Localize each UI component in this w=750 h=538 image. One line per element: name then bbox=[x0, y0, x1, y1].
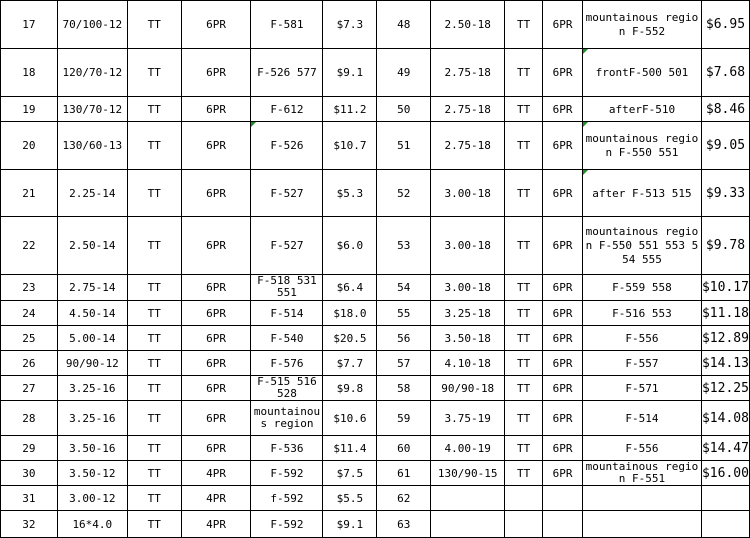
ply-rating: 6PR bbox=[543, 351, 583, 376]
ply-rating: 6PR bbox=[181, 436, 251, 461]
pattern-model: F-514 bbox=[583, 401, 702, 436]
pattern-model: F-557 bbox=[583, 351, 702, 376]
table-row bbox=[1, 351, 750, 376]
pattern-model: F-518 531 551 bbox=[251, 275, 323, 301]
row-number: 29 bbox=[1, 436, 58, 461]
unit-price: $11.4 bbox=[323, 436, 377, 461]
tube-type: TT bbox=[505, 326, 543, 351]
row-number: 51 bbox=[377, 122, 431, 170]
row-number: 18 bbox=[1, 49, 58, 97]
ply-rating: 6PR bbox=[181, 275, 251, 301]
tube-type: TT bbox=[127, 486, 181, 511]
tire-size: 130/70-12 bbox=[57, 97, 127, 122]
unit-price: $9.1 bbox=[323, 49, 377, 97]
tire-size: 130/60-13 bbox=[57, 122, 127, 170]
unit-price bbox=[701, 511, 749, 538]
table-row bbox=[1, 97, 750, 122]
row-number: 54 bbox=[377, 275, 431, 301]
unit-price: $7.7 bbox=[323, 351, 377, 376]
tire-size: 3.25-16 bbox=[57, 376, 127, 401]
pattern-model: F-514 bbox=[251, 301, 323, 326]
unit-price: $14.08 bbox=[701, 401, 749, 436]
pattern-model: F-576 bbox=[251, 351, 323, 376]
ply-rating: 6PR bbox=[543, 376, 583, 401]
tube-type bbox=[505, 511, 543, 538]
pattern-model: mountainous region F-550 551 bbox=[583, 122, 702, 170]
tire-size: 120/70-12 bbox=[57, 49, 127, 97]
tire-size: 3.25-18 bbox=[431, 301, 505, 326]
unit-price: $9.33 bbox=[701, 170, 749, 217]
pattern-model: F-540 bbox=[251, 326, 323, 351]
ply-rating: 4PR bbox=[181, 461, 251, 486]
ply-rating: 6PR bbox=[543, 301, 583, 326]
tire-size: 2.75-18 bbox=[431, 49, 505, 97]
ply-rating: 6PR bbox=[181, 376, 251, 401]
tire-size: 3.50-12 bbox=[57, 461, 127, 486]
row-number: 52 bbox=[377, 170, 431, 217]
pattern-model: F-515 516 528 bbox=[251, 376, 323, 401]
pattern-model: F-526 bbox=[251, 122, 323, 170]
tire-size: 3.00-12 bbox=[57, 486, 127, 511]
tube-type: TT bbox=[127, 170, 181, 217]
tube-type: TT bbox=[505, 170, 543, 217]
ply-rating: 6PR bbox=[543, 326, 583, 351]
row-number: 57 bbox=[377, 351, 431, 376]
tube-type: TT bbox=[505, 301, 543, 326]
tire-size: 90/90-18 bbox=[431, 376, 505, 401]
table-row bbox=[1, 122, 750, 170]
row-number: 27 bbox=[1, 376, 58, 401]
unit-price: $9.05 bbox=[701, 122, 749, 170]
tire-size: 2.75-18 bbox=[431, 97, 505, 122]
pattern-model: F-592 bbox=[251, 461, 323, 486]
tire-size bbox=[431, 486, 505, 511]
unit-price: $10.7 bbox=[323, 122, 377, 170]
tire-size: 5.00-14 bbox=[57, 326, 127, 351]
unit-price: $9.1 bbox=[323, 511, 377, 538]
pattern-model: afterF-510 bbox=[583, 97, 702, 122]
ply-rating: 6PR bbox=[543, 1, 583, 49]
table-row bbox=[1, 49, 750, 97]
table-row bbox=[1, 511, 750, 538]
row-number: 55 bbox=[377, 301, 431, 326]
row-number: 30 bbox=[1, 461, 58, 486]
table-row bbox=[1, 1, 750, 49]
row-number: 53 bbox=[377, 217, 431, 275]
unit-price: $10.17 bbox=[701, 275, 749, 301]
unit-price: $7.5 bbox=[323, 461, 377, 486]
pattern-model: mountainous region bbox=[251, 401, 323, 436]
table-row bbox=[1, 170, 750, 217]
table-row bbox=[1, 326, 750, 351]
tube-type: TT bbox=[505, 217, 543, 275]
unit-price: $14.13 bbox=[701, 351, 749, 376]
pattern-model: f-592 bbox=[251, 486, 323, 511]
row-number: 31 bbox=[1, 486, 58, 511]
ply-rating: 6PR bbox=[181, 301, 251, 326]
pattern-model: F-559 558 bbox=[583, 275, 702, 301]
tube-type: TT bbox=[505, 1, 543, 49]
ply-rating: 6PR bbox=[543, 436, 583, 461]
tire-size: 3.25-16 bbox=[57, 401, 127, 436]
tube-type: TT bbox=[127, 122, 181, 170]
ply-rating: 6PR bbox=[543, 170, 583, 217]
row-number: 59 bbox=[377, 401, 431, 436]
tube-type: TT bbox=[127, 461, 181, 486]
row-number: 49 bbox=[377, 49, 431, 97]
tube-type: TT bbox=[127, 511, 181, 538]
ply-rating: 6PR bbox=[181, 49, 251, 97]
pattern-model: F-516 553 bbox=[583, 301, 702, 326]
unit-price: $9.78 bbox=[701, 217, 749, 275]
table-row bbox=[1, 461, 750, 486]
row-number: 21 bbox=[1, 170, 58, 217]
ply-rating: 6PR bbox=[543, 401, 583, 436]
unit-price: $16.00 bbox=[701, 461, 749, 486]
tire-size: 4.10-18 bbox=[431, 351, 505, 376]
pattern-model bbox=[583, 486, 702, 511]
tire-size: 3.50-16 bbox=[57, 436, 127, 461]
tire-size: 90/90-12 bbox=[57, 351, 127, 376]
ply-rating bbox=[543, 511, 583, 538]
tube-type: TT bbox=[505, 436, 543, 461]
ply-rating: 6PR bbox=[543, 97, 583, 122]
pattern-model: mountainous region F-551 bbox=[583, 461, 702, 486]
tire-size: 3.50-18 bbox=[431, 326, 505, 351]
tube-type: TT bbox=[505, 122, 543, 170]
pattern-model: F-581 bbox=[251, 1, 323, 49]
row-number: 62 bbox=[377, 486, 431, 511]
unit-price: $6.95 bbox=[701, 1, 749, 49]
pattern-model: F-527 bbox=[251, 170, 323, 217]
unit-price: $10.6 bbox=[323, 401, 377, 436]
unit-price: $7.3 bbox=[323, 1, 377, 49]
ply-rating: 6PR bbox=[543, 49, 583, 97]
tube-type: TT bbox=[505, 376, 543, 401]
tire-size: 2.50-14 bbox=[57, 217, 127, 275]
row-number: 25 bbox=[1, 326, 58, 351]
table-row bbox=[1, 401, 750, 436]
row-number: 63 bbox=[377, 511, 431, 538]
row-number: 60 bbox=[377, 436, 431, 461]
ply-rating: 6PR bbox=[181, 170, 251, 217]
tube-type: TT bbox=[127, 436, 181, 461]
pattern-model: after F-513 515 bbox=[583, 170, 702, 217]
tube-type: TT bbox=[127, 326, 181, 351]
row-number: 50 bbox=[377, 97, 431, 122]
tire-size: 3.00-18 bbox=[431, 275, 505, 301]
row-number: 24 bbox=[1, 301, 58, 326]
tube-type: TT bbox=[127, 97, 181, 122]
pattern-model: F-571 bbox=[583, 376, 702, 401]
unit-price: $14.47 bbox=[701, 436, 749, 461]
table-row bbox=[1, 486, 750, 511]
unit-price: $5.3 bbox=[323, 170, 377, 217]
tire-size: 3.75-19 bbox=[431, 401, 505, 436]
row-number: 19 bbox=[1, 97, 58, 122]
tire-size: 16*4.0 bbox=[57, 511, 127, 538]
ply-rating: 6PR bbox=[181, 217, 251, 275]
pattern-model: frontF-500 501 bbox=[583, 49, 702, 97]
tire-size: 2.25-14 bbox=[57, 170, 127, 217]
unit-price: $12.25 bbox=[701, 376, 749, 401]
tube-type: TT bbox=[127, 301, 181, 326]
ply-rating: 6PR bbox=[543, 275, 583, 301]
table-row bbox=[1, 217, 750, 275]
pattern-model: F-612 bbox=[251, 97, 323, 122]
unit-price: $9.8 bbox=[323, 376, 377, 401]
tire-size bbox=[431, 511, 505, 538]
ply-rating: 6PR bbox=[543, 122, 583, 170]
tube-type: TT bbox=[505, 97, 543, 122]
row-number: 28 bbox=[1, 401, 58, 436]
table-row bbox=[1, 436, 750, 461]
tube-type: TT bbox=[505, 351, 543, 376]
pattern-model: F-526 577 bbox=[251, 49, 323, 97]
pattern-model: F-592 bbox=[251, 511, 323, 538]
unit-price: $5.5 bbox=[323, 486, 377, 511]
ply-rating: 4PR bbox=[181, 486, 251, 511]
tube-type: TT bbox=[505, 401, 543, 436]
tire-size: 2.75-14 bbox=[57, 275, 127, 301]
tire-size: 2.75-18 bbox=[431, 122, 505, 170]
pattern-model: mountainous region F-550 551 553 554 555 bbox=[583, 217, 702, 275]
unit-price bbox=[701, 486, 749, 511]
unit-price: $11.2 bbox=[323, 97, 377, 122]
ply-rating: 6PR bbox=[181, 97, 251, 122]
row-number: 48 bbox=[377, 1, 431, 49]
unit-price: $11.18 bbox=[701, 301, 749, 326]
ply-rating: 6PR bbox=[543, 217, 583, 275]
ply-rating: 4PR bbox=[181, 511, 251, 538]
row-number: 58 bbox=[377, 376, 431, 401]
tire-size: 3.00-18 bbox=[431, 170, 505, 217]
pattern-model: F-536 bbox=[251, 436, 323, 461]
tire-size: 4.00-19 bbox=[431, 436, 505, 461]
tube-type: TT bbox=[505, 275, 543, 301]
table-row bbox=[1, 275, 750, 301]
tire-size: 3.00-18 bbox=[431, 217, 505, 275]
tube-type: TT bbox=[127, 351, 181, 376]
tube-type: TT bbox=[127, 1, 181, 49]
unit-price: $20.5 bbox=[323, 326, 377, 351]
row-number: 17 bbox=[1, 1, 58, 49]
ply-rating: 6PR bbox=[181, 122, 251, 170]
tube-type: TT bbox=[127, 275, 181, 301]
unit-price: $7.68 bbox=[701, 49, 749, 97]
row-number: 56 bbox=[377, 326, 431, 351]
pattern-model: F-527 bbox=[251, 217, 323, 275]
tube-type bbox=[505, 486, 543, 511]
ply-rating: 6PR bbox=[181, 351, 251, 376]
ply-rating: 6PR bbox=[543, 461, 583, 486]
table-row bbox=[1, 301, 750, 326]
tube-type: TT bbox=[127, 217, 181, 275]
row-number: 32 bbox=[1, 511, 58, 538]
unit-price: $12.89 bbox=[701, 326, 749, 351]
tire-size: 4.50-14 bbox=[57, 301, 127, 326]
tube-type: TT bbox=[127, 401, 181, 436]
tube-type: TT bbox=[127, 49, 181, 97]
ply-rating: 6PR bbox=[181, 401, 251, 436]
pattern-model: mountainous region F-552 bbox=[583, 1, 702, 49]
pattern-model bbox=[583, 511, 702, 538]
row-number: 61 bbox=[377, 461, 431, 486]
pattern-model: F-556 bbox=[583, 436, 702, 461]
pattern-model: F-556 bbox=[583, 326, 702, 351]
table-row bbox=[1, 376, 750, 401]
row-number: 26 bbox=[1, 351, 58, 376]
ply-rating: 6PR bbox=[181, 1, 251, 49]
unit-price: $18.0 bbox=[323, 301, 377, 326]
row-number: 20 bbox=[1, 122, 58, 170]
unit-price: $6.4 bbox=[323, 275, 377, 301]
tube-type: TT bbox=[127, 376, 181, 401]
tube-type: TT bbox=[505, 49, 543, 97]
tube-type: TT bbox=[505, 461, 543, 486]
unit-price: $6.0 bbox=[323, 217, 377, 275]
row-number: 23 bbox=[1, 275, 58, 301]
tire-size: 130/90-15 bbox=[431, 461, 505, 486]
ply-rating: 6PR bbox=[181, 326, 251, 351]
unit-price: $8.46 bbox=[701, 97, 749, 122]
row-number: 22 bbox=[1, 217, 58, 275]
tire-size: 2.50-18 bbox=[431, 1, 505, 49]
ply-rating bbox=[543, 486, 583, 511]
tire-size: 70/100-12 bbox=[57, 1, 127, 49]
